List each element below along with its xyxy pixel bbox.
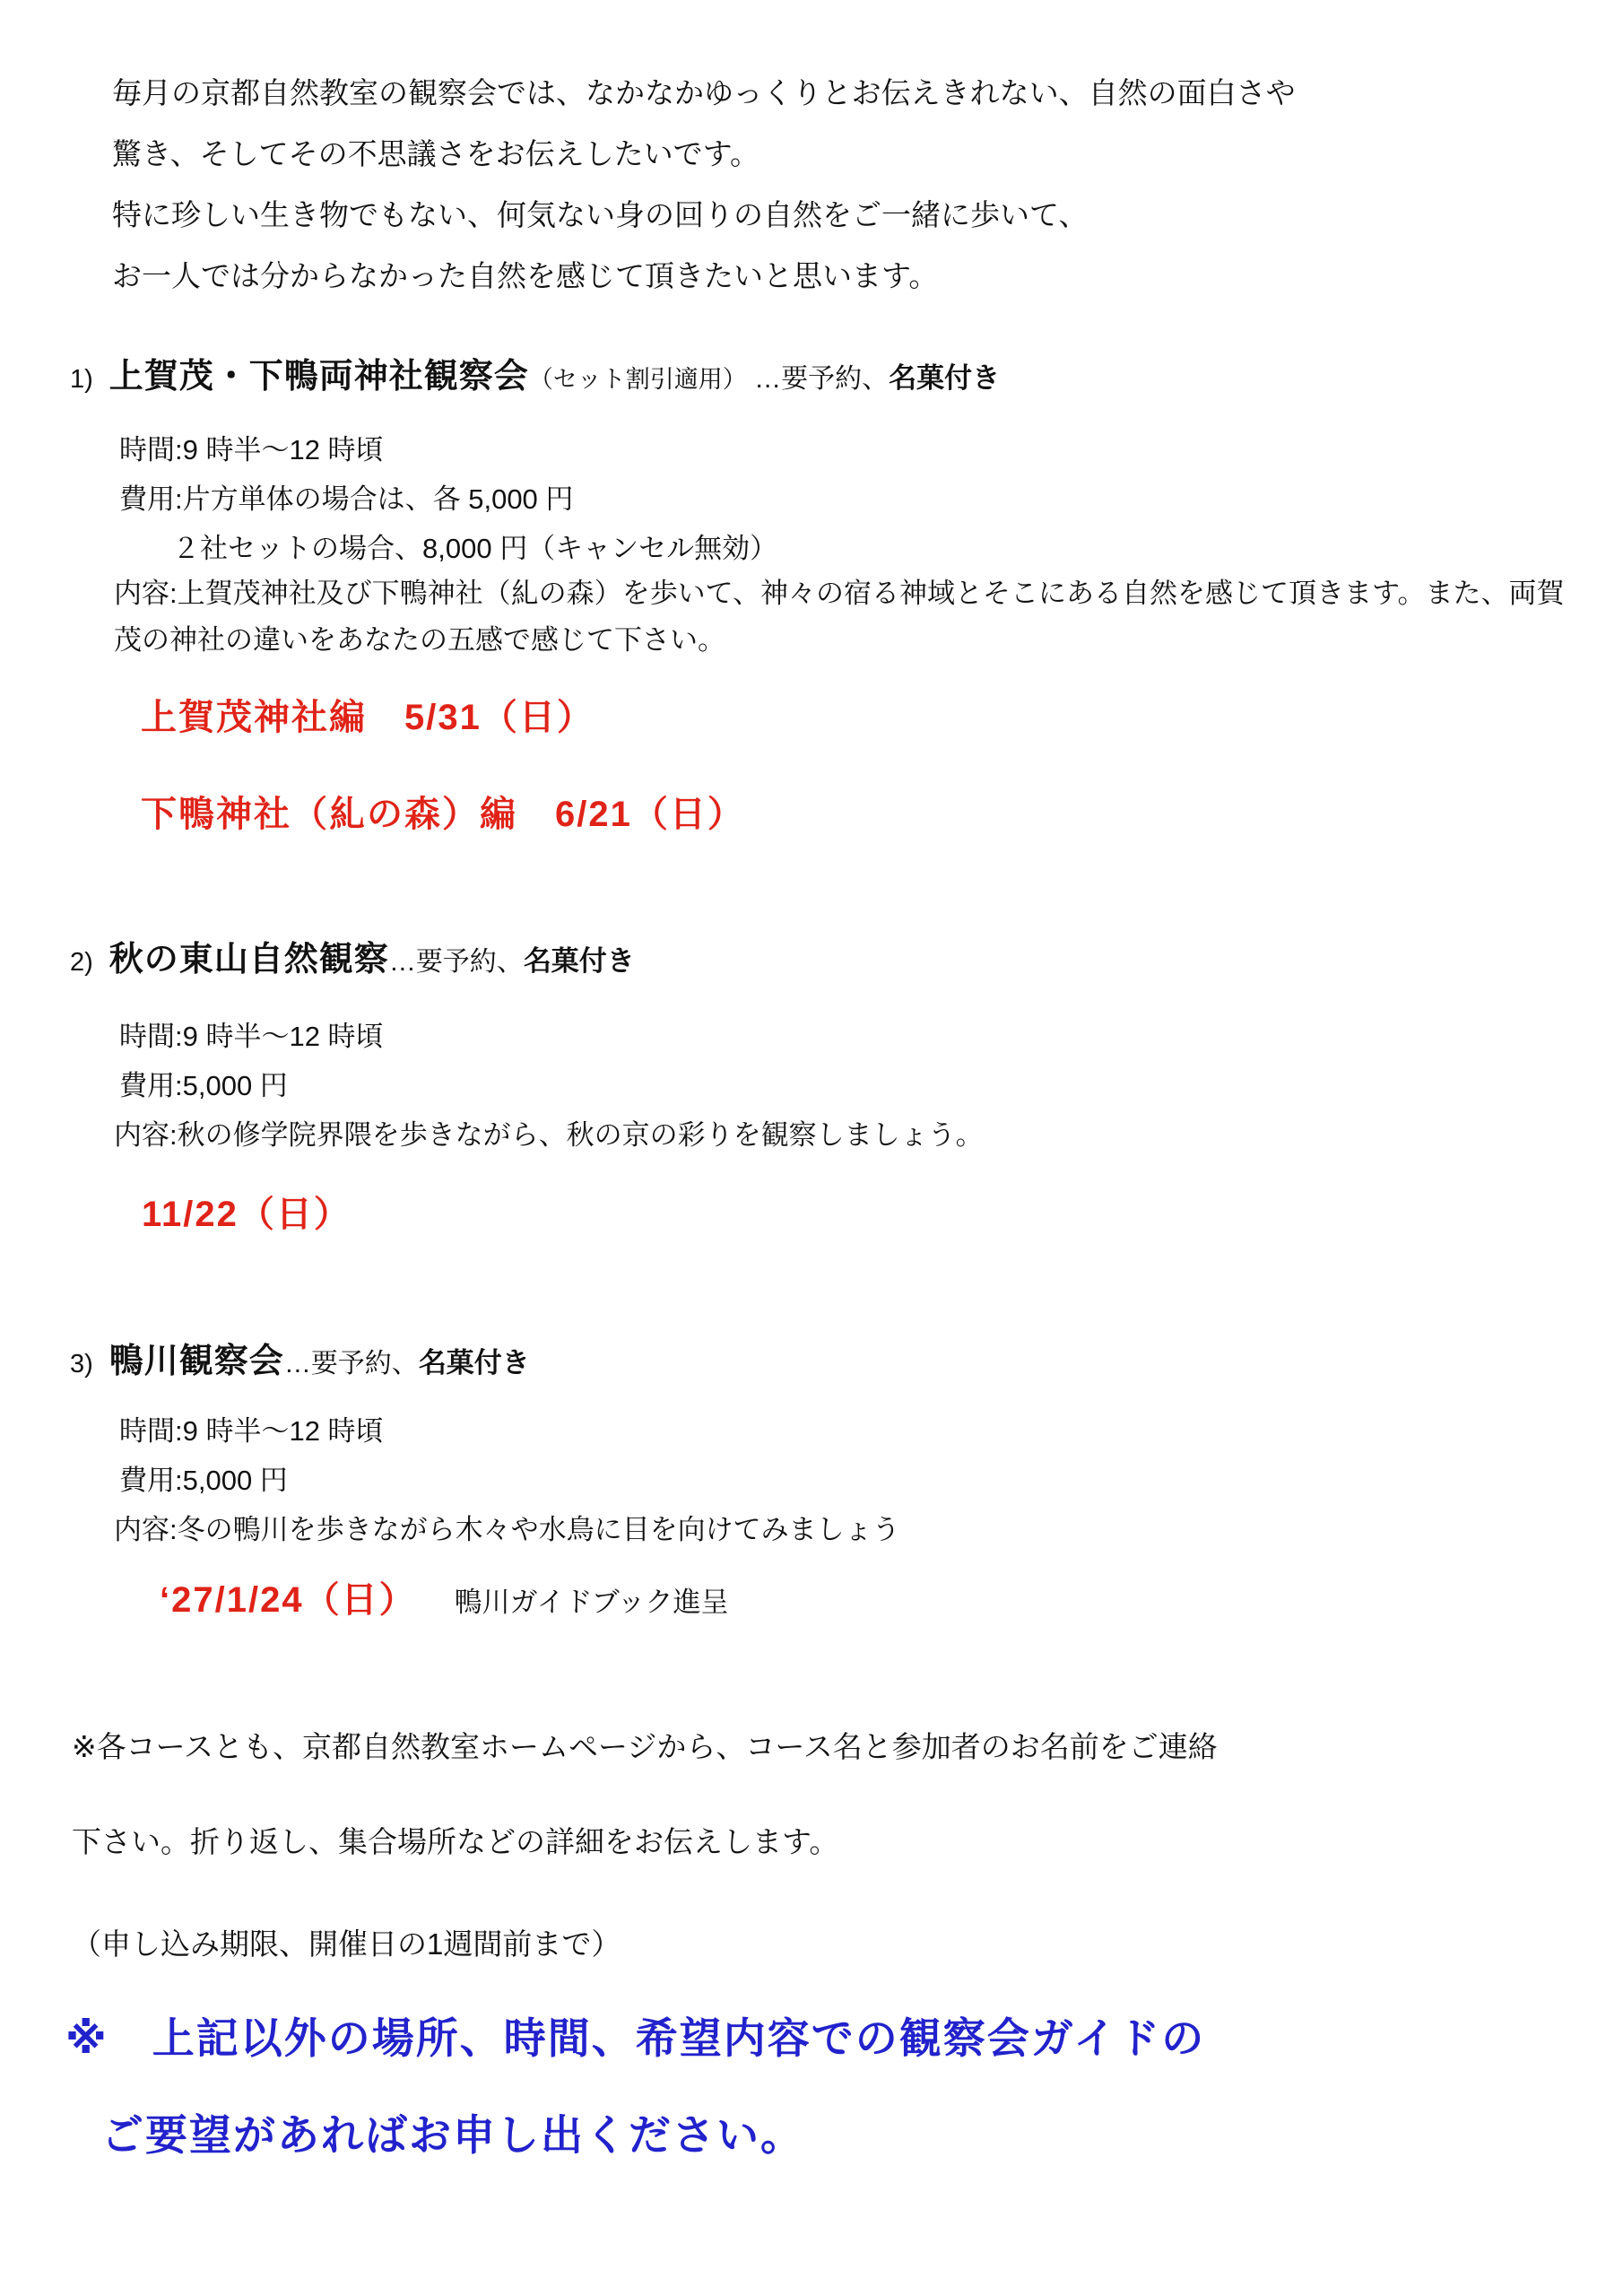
section-2-title: 秋の東山自然観察	[108, 941, 389, 978]
section-3-date	[160, 1571, 729, 1622]
section-1-heading	[70, 348, 1000, 397]
intro-line-2: 驚き、そしてその不思議さをお伝えしたいです。	[112, 137, 760, 170]
intro-line-4: お一人では分からなかった自然を感じて頂きたいと思います。	[112, 259, 939, 292]
section-3-title: 鴨川観察会	[108, 1343, 284, 1380]
section-1-time: 時間:9 時半～12 時頃	[119, 434, 384, 465]
section-2-note-bold: 名菓付き	[523, 945, 635, 977]
section-3-number: 3)	[70, 1350, 93, 1378]
section-1-date-kamigamo: 上賀茂神社編 5/31（日）	[141, 698, 595, 737]
custom-request-line1: ※ 上記以外の場所、時間、希望内容での観察会ガイドの	[65, 2014, 1206, 2062]
intro-line-1: 毎月の京都自然教室の観察会では、なかなかゆっくりとお伝えきれない、自然の面白さや	[112, 76, 1296, 109]
section-1-fee: 費用:片方単体の場合は、各 5,000 円	[119, 483, 574, 515]
section-3-note: …要予約、	[283, 1349, 419, 1378]
section-2-time: 時間:9 時半～12 時頃	[119, 1021, 384, 1052]
section-1-date-shimogamo: 下鴨神社（糺の森）編 6/21（日）	[141, 795, 745, 834]
section-2-heading	[70, 931, 635, 980]
section-1-content: 内容:上賀茂神社及び下鴨神社（糺の森）を歩いて、神々の宿る神域とそこにある自然を感じて頂きます。また、両賀茂の神社の違いをあなたの五感で感じて下さい。	[114, 578, 1565, 656]
section-3-date-suffix: 鴨川ガイドブック進呈	[454, 1587, 729, 1618]
intro-paragraph	[112, 63, 1296, 307]
section-2-number: 2)	[70, 948, 93, 977]
section-1-title: 上賀茂・下鴨両神社観察会	[108, 358, 529, 396]
section-1-note: …要予約、	[746, 364, 890, 394]
section-1-note-bold: 名菓付き	[889, 362, 1001, 394]
section-1-title-paren: （セット割引適用）	[528, 366, 747, 393]
section-3-date-text: ‘27/1/24（日）	[160, 1580, 417, 1620]
deadline-note: （申し込み期限、開催日の1週間前まで）	[72, 1927, 621, 1961]
section-3-note-bold: 名菓付き	[418, 1347, 530, 1378]
section-1-fee-line2: ２社セットの場合、8,000 円（キャンセル無効）	[172, 533, 778, 564]
section-2-date: 11/22（日）	[142, 1195, 352, 1234]
section-3-time: 時間:9 時半～12 時頃	[119, 1415, 384, 1447]
section-2-note: …要予約、	[388, 947, 524, 977]
section-3-content: 内容:冬の鴨川を歩きながら木々や水鳥に目を向けてみましょう	[114, 1514, 900, 1545]
section-1-number: 1)	[70, 365, 93, 394]
section-3-heading	[70, 1333, 530, 1382]
section-2-content: 内容:秋の修学院界隈を歩きながら、秋の京の彩りを観察しましょう。	[114, 1119, 984, 1151]
section-2-fee: 費用:5,000 円	[119, 1070, 288, 1101]
intro-line-3: 特に珍しい生き物でもない、何気ない身の回りの自然をご一緒に歩いて、	[112, 198, 1089, 231]
booking-note-line2: 下さい。折り返し、集合場所などの詳細をお伝えします。	[72, 1825, 839, 1858]
booking-note-line1: ※各コースとも、京都自然教室ホームページから、コース名と参加者のお名前をご連絡	[72, 1730, 1218, 1763]
section-3-fee: 費用:5,000 円	[119, 1465, 288, 1496]
custom-request-line2: ご要望があればお申し出ください。	[101, 2111, 804, 2159]
